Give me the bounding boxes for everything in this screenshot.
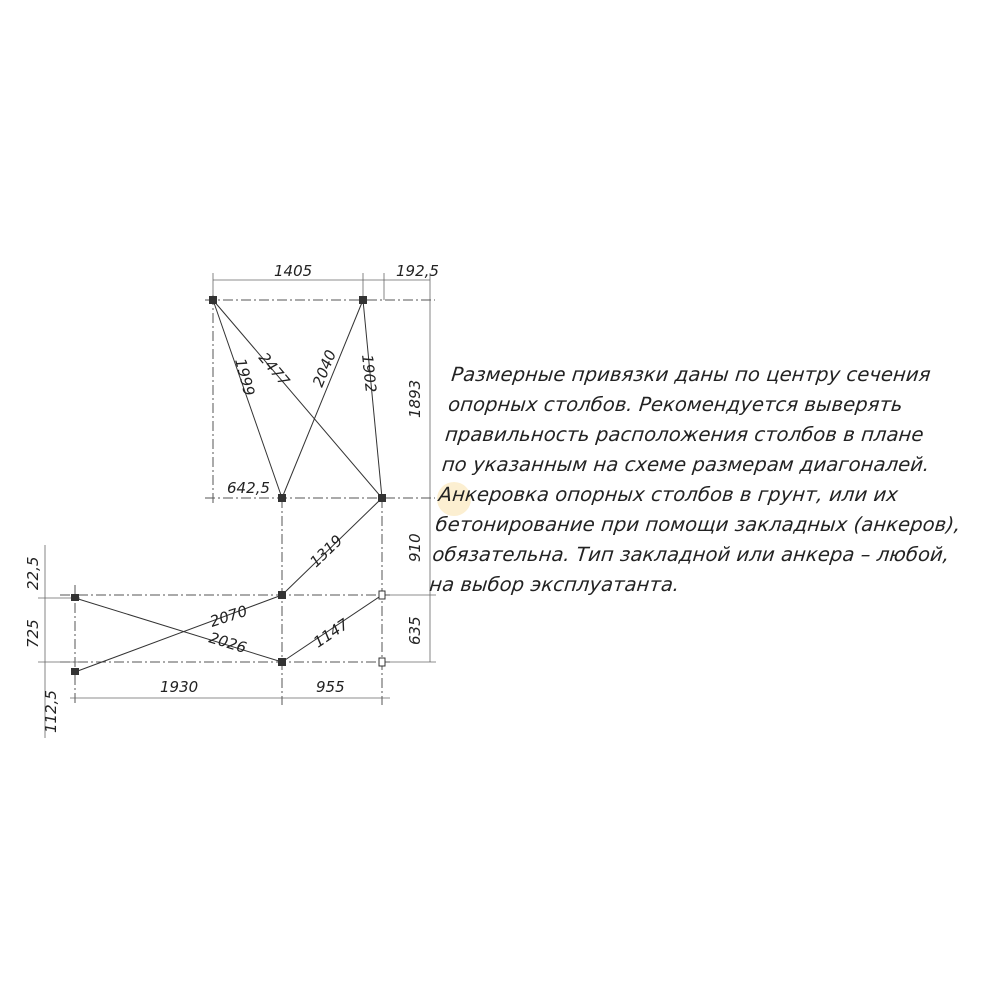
dim-label-22-5: 22,5 (24, 556, 42, 590)
dim-label-1999: 1999 (231, 356, 259, 398)
side-right-top (363, 300, 382, 498)
dim-label-1902: 1902 (358, 353, 380, 394)
post-marker (278, 494, 286, 502)
dim-label-635: 635 (406, 616, 424, 645)
note-line: по указанным на схеме размерам диагоналей. (440, 453, 931, 476)
diag-2026-line (75, 598, 282, 662)
note-line: Размерные привязки даны по центру сечения (450, 363, 932, 386)
note-line: обязательна. Тип закладной или анкера – любой, (431, 543, 951, 566)
post-marker (209, 296, 217, 304)
dim-label-1405: 1405 (274, 262, 313, 280)
dim-label-1319: 1319 (306, 531, 347, 571)
dim-label-642-5: 642,5 (227, 479, 270, 497)
note-line: на выбор эксплуатанта. (428, 573, 681, 596)
note-line: Анкеровка опорных столбов в грунт, или их (437, 483, 900, 506)
dim-label-112-5: 112,5 (42, 690, 60, 733)
post-marker (359, 296, 367, 304)
post-marker (71, 668, 79, 675)
post-marker (278, 591, 286, 599)
diag-2070-line (75, 595, 282, 672)
dim-label-1893: 1893 (406, 379, 424, 418)
dim-label-725: 725 (24, 619, 42, 648)
dim-label-910: 910 (406, 533, 424, 562)
diag-2477-line (213, 300, 382, 498)
post-marker (278, 658, 286, 666)
dim-label-2040: 2040 (309, 347, 341, 390)
dim-label-1930: 1930 (160, 678, 199, 696)
note-line: правильность расположения столбов в плане (443, 423, 925, 446)
diag-1999-line (213, 300, 282, 498)
note-line: бетонирование при помощи закладных (анкеров), (434, 513, 962, 536)
post-marker (71, 594, 79, 601)
dim-label-2026: 2026 (206, 628, 249, 657)
dim-label-1147: 1147 (310, 615, 352, 652)
dim-label-2477: 2477 (254, 349, 294, 390)
installation-note (428, 360, 973, 600)
dim-label-2070: 2070 (207, 601, 250, 631)
post-marker (378, 494, 386, 502)
diag-2040-line (282, 300, 363, 498)
post-marker (379, 658, 385, 666)
dim-label-955: 955 (316, 678, 345, 696)
post-marker (379, 591, 385, 599)
dim-label-192-5: 192,5 (396, 262, 439, 280)
note-line: опорных столбов. Рекомендуется выверять (447, 393, 904, 416)
